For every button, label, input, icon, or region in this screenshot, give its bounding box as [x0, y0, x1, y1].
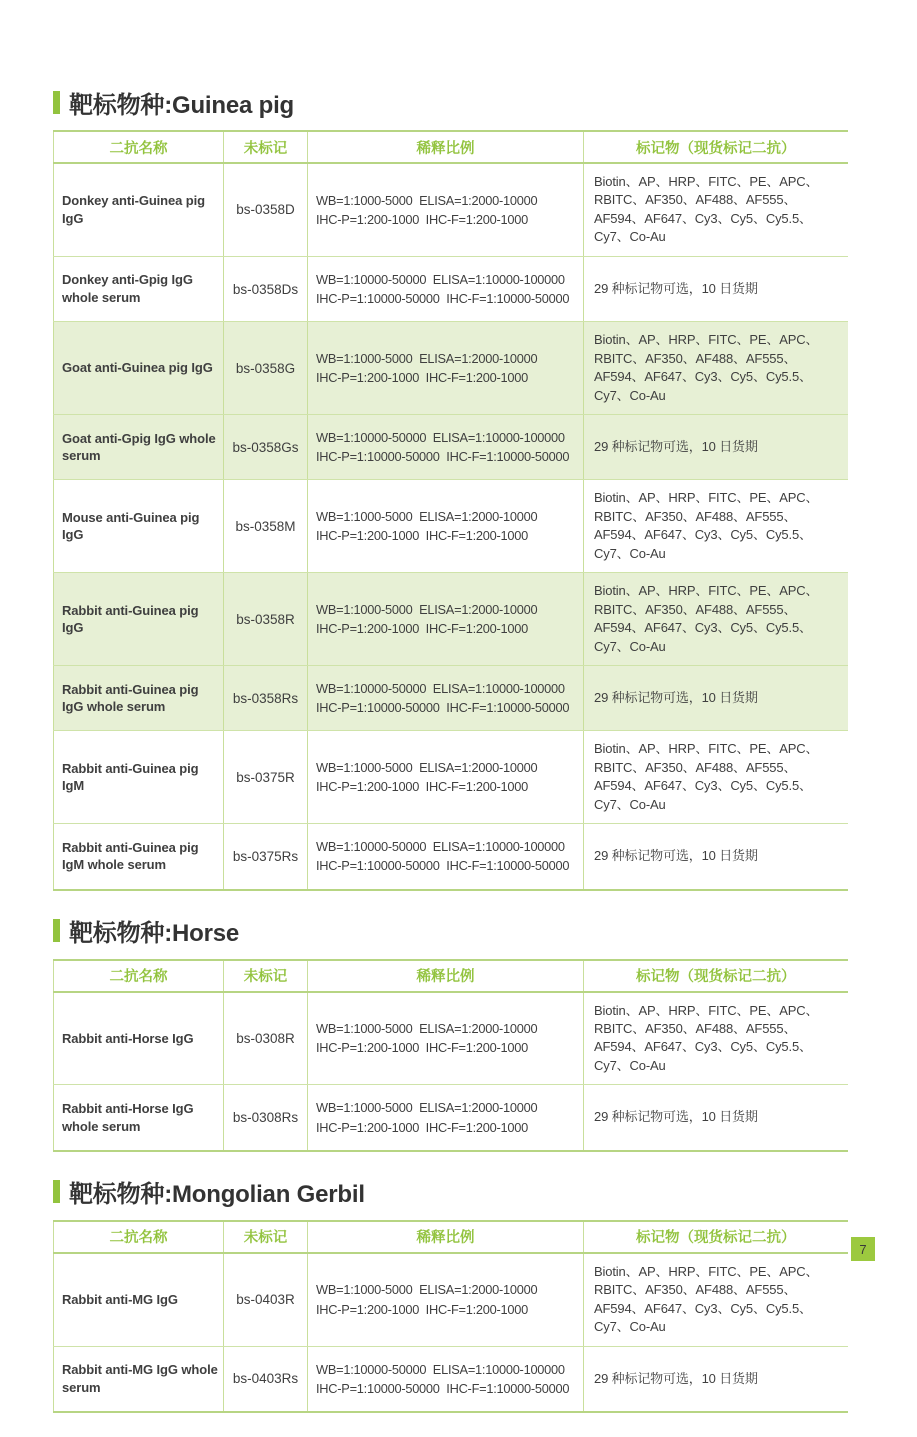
column-header-unlabeled: 未标记	[224, 1221, 308, 1253]
dilution-cell	[308, 256, 584, 321]
dilution-line: IHC-P=1:200-1000 IHC-F=1:200-1000	[316, 370, 529, 386]
labels-cell: 29 种标记物可选，10 日货期	[584, 666, 848, 731]
dilution-cell	[308, 573, 584, 666]
catalog-code-cell: bs-0358Gs	[224, 415, 308, 480]
dilution-line: WB=1:10000-50000 ELISA=1:10000-100000	[316, 1361, 565, 1377]
antibody-row	[54, 1085, 848, 1151]
antibody-row	[54, 992, 848, 1085]
antibody-name-cell: Rabbit anti-Horse IgG	[54, 992, 224, 1085]
column-header-dilution: 稀释比例	[308, 960, 584, 992]
column-header-labels: 标记物（现货标记二抗）	[584, 131, 848, 163]
labels-cell: Biotin、AP、HRP、FITC、PE、APC、RBITC、AF350、AF488、AF555、AF594、AF647、Cy3、Cy5、Cy5.5、Cy7、Co-Au	[584, 480, 848, 573]
dilution-line: IHC-P=1:10000-50000 IHC-F=1:10000-50000	[316, 449, 570, 465]
column-header-unlabeled: 未标记	[224, 131, 308, 163]
dilution-cell	[308, 322, 584, 415]
catalog-code-cell: bs-0375Rs	[224, 824, 308, 890]
antibody-row	[54, 1253, 848, 1346]
section-title-text: 靶标物种:Guinea pig	[69, 91, 294, 119]
catalog-code-cell: bs-0403Rs	[224, 1346, 308, 1412]
dilution-line: IHC-P=1:200-1000 IHC-F=1:200-1000	[316, 211, 529, 227]
column-header-name: 二抗名称	[54, 131, 224, 163]
antibody-name-cell: Rabbit anti-Guinea pig IgG whole serum	[54, 666, 224, 731]
antibody-row	[54, 415, 848, 480]
table-body	[54, 1253, 848, 1412]
antibody-row	[54, 824, 848, 890]
catalog-code-cell: bs-0308R	[224, 992, 308, 1085]
dilution-line: WB=1:10000-50000 ELISA=1:10000-100000	[316, 271, 565, 287]
title-accent-bar	[53, 1180, 60, 1203]
dilution-cell	[308, 1253, 584, 1346]
section-mongolian-gerbil	[53, 1176, 847, 1413]
labels-cell: Biotin、AP、HRP、FITC、PE、APC、RBITC、AF350、AF488、AF555、AF594、AF647、Cy3、Cy5、Cy5.5、Cy7、Co-Au	[584, 1253, 848, 1346]
dilution-line: WB=1:1000-5000 ELISA=1:2000-10000	[316, 509, 538, 525]
column-header-dilution: 稀释比例	[308, 1221, 584, 1253]
antibody-row	[54, 163, 848, 256]
dilution-line: IHC-P=1:200-1000 IHC-F=1:200-1000	[316, 779, 529, 795]
antibody-name-cell: Donkey anti-Guinea pig IgG	[54, 163, 224, 256]
dilution-line: WB=1:1000-5000 ELISA=1:2000-10000	[316, 1282, 538, 1298]
dilution-line: IHC-P=1:10000-50000 IHC-F=1:10000-50000	[316, 291, 570, 306]
dilution-cell	[308, 1085, 584, 1151]
column-header-labels: 标记物（现货标记二抗）	[584, 960, 848, 992]
catalog-code-cell: bs-0358G	[224, 322, 308, 415]
labels-cell: Biotin、AP、HRP、FITC、PE、APC、RBITC、AF350、AF488、AF555、AF594、AF647、Cy3、Cy5、Cy5.5、Cy7、Co-Au	[584, 322, 848, 415]
labels-cell: 29 种标记物可选，10 日货期	[584, 824, 848, 890]
antibody-name-cell: Mouse anti-Guinea pig IgG	[54, 480, 224, 573]
dilution-cell	[308, 480, 584, 573]
table-header-row	[54, 131, 848, 163]
title-accent-bar	[53, 91, 60, 114]
catalog-code-cell: bs-0308Rs	[224, 1085, 308, 1151]
dilution-cell	[308, 666, 584, 731]
labels-cell: Biotin、AP、HRP、FITC、PE、APC、RBITC、AF350、AF488、AF555、AF594、AF647、Cy3、Cy5、Cy5.5、Cy7、Co-Au	[584, 573, 848, 666]
dilution-line: WB=1:10000-50000 ELISA=1:10000-100000	[316, 681, 565, 696]
table-header-row	[54, 960, 848, 992]
dilution-cell	[308, 415, 584, 480]
title-accent-bar	[53, 919, 60, 942]
catalog-code-cell: bs-0375R	[224, 731, 308, 824]
section-guinea-pig	[53, 86, 847, 891]
table-body	[54, 992, 848, 1151]
antibody-row	[54, 1346, 848, 1412]
dilution-line: WB=1:1000-5000 ELISA=1:2000-10000	[316, 350, 538, 366]
antibody-name-cell: Goat anti-Guinea pig IgG	[54, 322, 224, 415]
antibody-row	[54, 666, 848, 731]
labels-cell: 29 种标记物可选，10 日货期	[584, 1085, 848, 1151]
labels-cell: 29 种标记物可选，10 日货期	[584, 1346, 848, 1412]
section-horse	[53, 915, 847, 1152]
dilution-line: WB=1:1000-5000 ELISA=1:2000-10000	[316, 1100, 538, 1116]
dilution-cell	[308, 163, 584, 256]
dilution-line: IHC-P=1:200-1000 IHC-F=1:200-1000	[316, 528, 529, 544]
catalog-code-cell: bs-0358R	[224, 573, 308, 666]
catalog-code-cell: bs-0358D	[224, 163, 308, 256]
antibody-name-cell: Rabbit anti-MG IgG whole serum	[54, 1346, 224, 1412]
dilution-line: IHC-P=1:10000-50000 IHC-F=1:10000-50000	[316, 700, 570, 716]
dilution-cell	[308, 992, 584, 1085]
table-header-row	[54, 1221, 848, 1253]
dilution-line: IHC-P=1:200-1000 IHC-F=1:200-1000	[316, 1301, 529, 1317]
column-header-dilution: 稀释比例	[308, 131, 584, 163]
dilution-line: IHC-P=1:200-1000 IHC-F=1:200-1000	[316, 621, 529, 637]
page-number-badge: 7	[851, 1237, 875, 1261]
dilution-line: IHC-P=1:200-1000 IHC-F=1:200-1000	[316, 1040, 529, 1056]
antibody-table-mongolian-gerbil	[53, 1220, 848, 1413]
antibody-name-cell: Rabbit anti-Horse IgG whole serum	[54, 1085, 224, 1151]
antibody-name-cell: Rabbit anti-Guinea pig IgM	[54, 731, 224, 824]
catalog-code-cell: bs-0403R	[224, 1253, 308, 1346]
labels-cell: 29 种标记物可选，10 日货期	[584, 415, 848, 480]
labels-cell: Biotin、AP、HRP、FITC、PE、APC、RBITC、AF350、AF488、AF555、AF594、AF647、Cy3、Cy5、Cy5.5、Cy7、Co-Au	[584, 163, 848, 256]
dilution-line: WB=1:10000-50000 ELISA=1:10000-100000	[316, 839, 565, 855]
antibody-row	[54, 322, 848, 415]
labels-cell: Biotin、AP、HRP、FITC、PE、APC、RBITC、AF350、AF488、AF555、AF594、AF647、Cy3、Cy5、Cy5.5、Cy7、Co-Au	[584, 992, 848, 1085]
catalog-content	[53, 86, 847, 1437]
antibody-row	[54, 731, 848, 824]
antibody-name-cell: Rabbit anti-Guinea pig IgM whole serum	[54, 824, 224, 890]
dilution-line: IHC-P=1:200-1000 IHC-F=1:200-1000	[316, 1119, 529, 1135]
dilution-cell	[308, 731, 584, 824]
column-header-unlabeled: 未标记	[224, 960, 308, 992]
antibody-table-guinea-pig	[53, 130, 848, 891]
catalog-code-cell: bs-0358M	[224, 480, 308, 573]
section-title-text: 靶标物种:Horse	[69, 920, 240, 948]
antibody-row	[54, 480, 848, 573]
dilution-line: WB=1:1000-5000 ELISA=1:2000-10000	[316, 192, 538, 208]
antibody-row	[54, 256, 848, 321]
antibody-table-horse	[53, 959, 848, 1152]
section-title	[53, 915, 847, 947]
antibody-name-cell: Goat anti-Gpig IgG whole serum	[54, 415, 224, 480]
dilution-line: WB=1:1000-5000 ELISA=1:2000-10000	[316, 760, 538, 776]
column-header-name: 二抗名称	[54, 960, 224, 992]
labels-cell: Biotin、AP、HRP、FITC、PE、APC、RBITC、AF350、AF488、AF555、AF594、AF647、Cy3、Cy5、Cy5.5、Cy7、Co-Au	[584, 731, 848, 824]
dilution-line: WB=1:1000-5000 ELISA=1:2000-10000	[316, 1021, 538, 1037]
column-header-name: 二抗名称	[54, 1221, 224, 1253]
catalog-code-cell: bs-0358Rs	[224, 666, 308, 731]
antibody-name-cell: Rabbit anti-MG IgG	[54, 1253, 224, 1346]
labels-cell: 29 种标记物可选，10 日货期	[584, 256, 848, 321]
section-title	[53, 86, 847, 118]
dilution-line: WB=1:1000-5000 ELISA=1:2000-10000	[316, 601, 538, 617]
dilution-line: WB=1:10000-50000 ELISA=1:10000-100000	[316, 430, 565, 445]
table-body	[54, 163, 848, 890]
antibody-name-cell: Rabbit anti-Guinea pig IgG	[54, 573, 224, 666]
section-title-text: 靶标物种:Mongolian Gerbil	[69, 1181, 365, 1209]
dilution-line: IHC-P=1:10000-50000 IHC-F=1:10000-50000	[316, 1380, 570, 1396]
dilution-cell	[308, 1346, 584, 1412]
column-header-labels: 标记物（现货标记二抗）	[584, 1221, 848, 1253]
antibody-row	[54, 573, 848, 666]
dilution-cell	[308, 824, 584, 890]
catalog-code-cell: bs-0358Ds	[224, 256, 308, 321]
dilution-line: IHC-P=1:10000-50000 IHC-F=1:10000-50000	[316, 858, 570, 874]
section-title	[53, 1176, 847, 1208]
antibody-name-cell: Donkey anti-Gpig IgG whole serum	[54, 256, 224, 321]
